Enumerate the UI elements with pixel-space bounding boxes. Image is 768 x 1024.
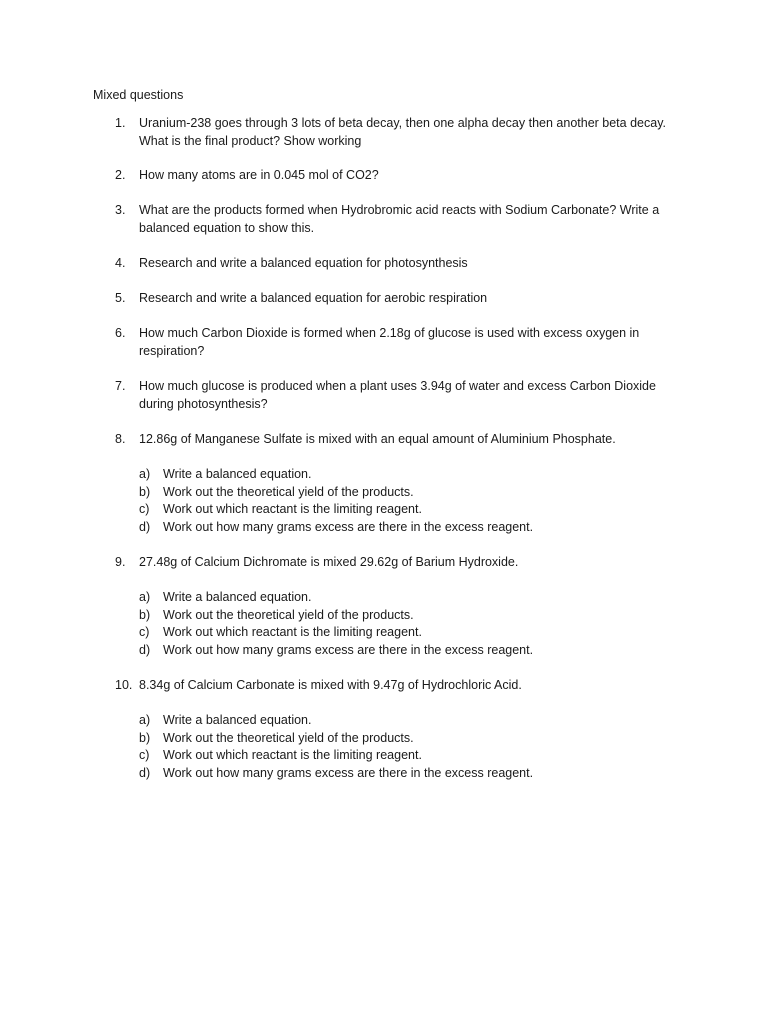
part-letter: b): [139, 607, 151, 622]
question-part: [139, 712, 699, 730]
question-number: 5.: [115, 291, 126, 305]
question-2: [115, 167, 685, 185]
part-letter: d): [139, 765, 151, 780]
question-number: 1.: [115, 116, 126, 130]
part-text: Write a balanced equation.: [163, 467, 312, 481]
part-text: Work out which reactant is the limiting reagent.: [163, 625, 422, 640]
part-text: Work out the theoretical yield of the products.: [163, 484, 414, 499]
part-letter: a): [139, 467, 151, 481]
part-text: Work out the theoretical yield of the products.: [163, 607, 414, 622]
question-10-parts: [139, 712, 699, 782]
question-text: 8.34g of Calcium Carbonate is mixed with 9.47g of Hydrochloric Acid.: [139, 678, 522, 692]
question-part: [139, 589, 699, 607]
question-text: What are the products formed when Hydrobromic acid reacts with Sodium Carbonate? Write a balanced equation to show this.: [139, 203, 660, 235]
question-number: 3.: [115, 203, 126, 217]
question-number: 7.: [115, 379, 126, 393]
question-3: [115, 202, 685, 237]
part-text: Work out which reactant is the limiting reagent.: [163, 502, 422, 517]
question-number: 2.: [115, 168, 126, 182]
part-letter: a): [139, 590, 151, 604]
question-5: [115, 290, 685, 308]
question-part: [139, 624, 699, 642]
question-number: 8.: [115, 432, 126, 446]
part-letter: b): [139, 730, 151, 745]
question-part: [139, 519, 699, 537]
question-text: How much glucose is produced when a plant uses 3.94g of water and excess Carbon Dioxide during photosynthesis?: [139, 379, 656, 411]
question-number: 10.: [115, 678, 133, 692]
question-part: [139, 501, 699, 519]
part-text: Work out which reactant is the limiting reagent.: [163, 748, 422, 763]
question-part: [139, 642, 699, 660]
question-number: 9.: [115, 555, 126, 569]
part-letter: c): [139, 502, 150, 517]
question-9: [115, 554, 685, 572]
question-text: Research and write a balanced equation for photosynthesis: [139, 256, 468, 270]
part-text: Write a balanced equation.: [163, 713, 312, 727]
question-part: [139, 730, 699, 748]
question-8-parts: [139, 466, 699, 536]
part-letter: b): [139, 484, 151, 499]
question-number: 4.: [115, 256, 126, 270]
question-7: [115, 378, 685, 413]
document-title: Mixed questions: [93, 88, 184, 102]
part-letter: c): [139, 748, 150, 763]
question-text: 12.86g of Manganese Sulfate is mixed with an equal amount of Aluminium Phosphate.: [139, 432, 616, 446]
part-text: Work out how many grams excess are there in the excess reagent.: [163, 519, 534, 534]
question-4: [115, 255, 685, 273]
part-letter: c): [139, 625, 150, 640]
question-part: [139, 765, 699, 783]
part-letter: d): [139, 519, 151, 534]
question-text: 27.48g of Calcium Dichromate is mixed 29.62g of Barium Hydroxide.: [139, 555, 519, 569]
part-letter: a): [139, 713, 151, 727]
part-text: Work out how many grams excess are there in the excess reagent.: [163, 765, 534, 780]
question-part: [139, 747, 699, 765]
question-part: [139, 466, 699, 484]
question-6: [115, 325, 685, 360]
question-text: Research and write a balanced equation for aerobic respiration: [139, 291, 488, 305]
part-text: Work out the theoretical yield of the products.: [163, 730, 414, 745]
part-letter: d): [139, 642, 151, 657]
question-text: Uranium-238 goes through 3 lots of beta decay, then one alpha decay then another beta decay. What is the final product? Show working: [139, 116, 666, 148]
question-part: [139, 607, 699, 625]
question-part: [139, 484, 699, 502]
question-text: How much Carbon Dioxide is formed when 2.18g of glucose is used with excess oxygen in respiration?: [139, 326, 640, 358]
part-text: Work out how many grams excess are there in the excess reagent.: [163, 642, 534, 657]
question-10: [115, 677, 685, 695]
question-1: [115, 115, 685, 150]
question-text: How many atoms are in 0.045 mol of CO2?: [139, 168, 379, 182]
question-8: [115, 431, 685, 449]
question-number: 6.: [115, 326, 126, 340]
part-text: Write a balanced equation.: [163, 590, 312, 604]
question-9-parts: [139, 589, 699, 659]
